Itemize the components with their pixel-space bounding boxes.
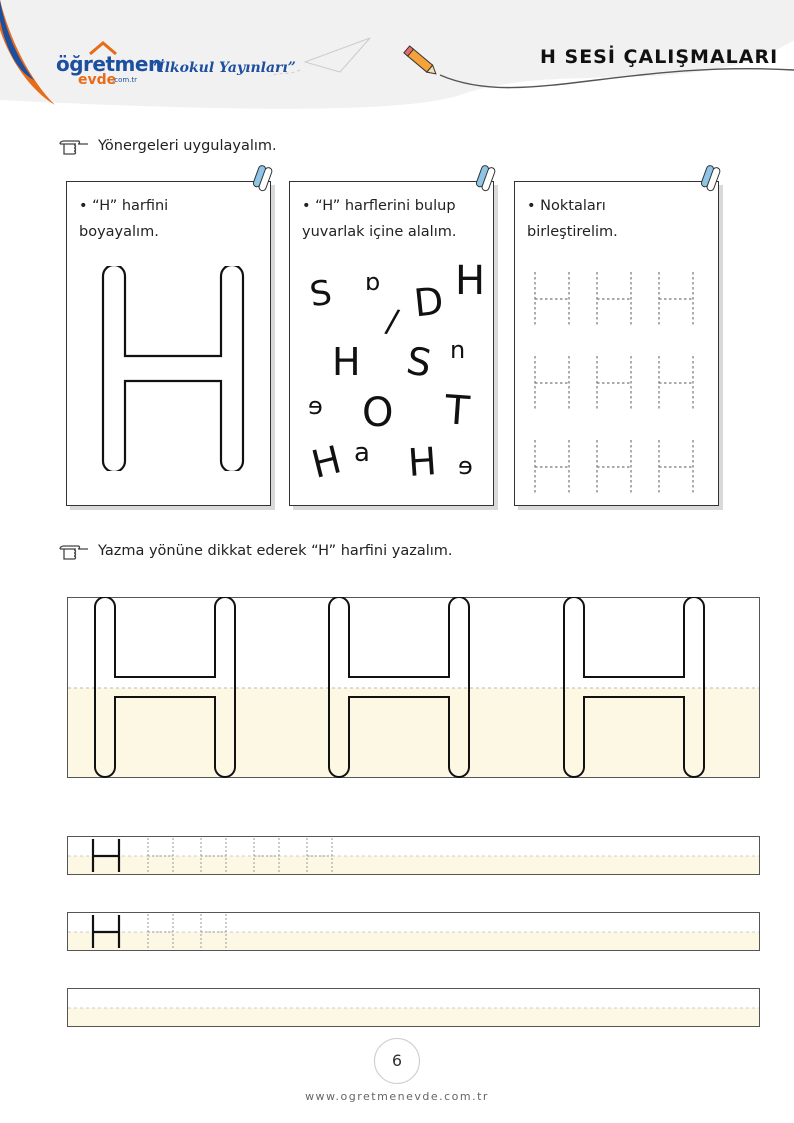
scatter-letter[interactable]: ɘ — [308, 392, 323, 420]
logo-domain-text: .com.tr — [112, 76, 138, 84]
scatter-letter[interactable]: T — [443, 387, 472, 435]
panel-2-line1: “H” harflerini bulup — [315, 198, 456, 214]
paper-clip-icon — [250, 163, 276, 195]
scatter-letter[interactable]: D — [411, 278, 446, 326]
panel-color-letter — [66, 181, 271, 506]
publisher-name: “İlkokul Yayınları” — [150, 60, 296, 76]
panel-2-text — [302, 193, 456, 245]
panel-3-line2: birleştirelim. — [527, 224, 618, 240]
bullet: • — [302, 198, 311, 214]
panel-1-line1: “H” harfini — [92, 198, 169, 214]
section1-instruction: Yönergeleri uygulayalım. — [98, 138, 277, 154]
scatter-letter[interactable]: H — [455, 258, 486, 304]
scatter-letter[interactable]: ɘ — [458, 452, 473, 480]
page-number: 6 — [374, 1038, 420, 1084]
panel-1-line2: boyayalım. — [79, 224, 159, 240]
scatter-letter[interactable]: a — [354, 438, 370, 468]
scatter-letter[interactable]: H — [332, 340, 361, 384]
bullet: • — [527, 198, 536, 214]
panel-1-text — [79, 193, 168, 245]
pointing-hand-icon — [58, 543, 90, 563]
page-title: H SESİ ÇALIŞMALARI — [540, 46, 779, 68]
paper-clip-icon — [473, 163, 499, 195]
pencil-icon — [400, 42, 442, 82]
scatter-letter[interactable]: H — [406, 439, 439, 485]
panel-2-line2: yuvarlak içine alalım. — [302, 224, 457, 240]
practice-line-2[interactable] — [67, 912, 760, 951]
outline-letter-h[interactable] — [91, 266, 256, 471]
scatter-letter[interactable]: S — [307, 272, 335, 316]
scatter-letter[interactable]: S — [403, 338, 435, 386]
scatter-letter[interactable]: ɒ — [365, 268, 381, 296]
practice-line-3[interactable] — [67, 988, 760, 1027]
practice-line-1[interactable] — [67, 836, 760, 875]
panel-3-text — [527, 193, 618, 245]
footer-url[interactable]: www.ogretmenevde.com.tr — [305, 1090, 489, 1103]
dotted-h-grid[interactable] — [529, 270, 709, 498]
paper-clip-icon — [698, 163, 724, 195]
section2-instruction: Yazma yönüne dikkat ederek “H” harfini yazalım. — [98, 543, 453, 559]
logo-main-text: öğretmen — [56, 52, 162, 76]
panel-3-line1: Noktaları — [540, 198, 606, 214]
logo-sub-text: evde — [78, 72, 117, 88]
bullet: • — [79, 198, 88, 214]
panel-find-letters — [289, 181, 494, 506]
panel-connect-dots — [514, 181, 719, 506]
scatter-letter[interactable]: O — [362, 390, 394, 436]
scatter-letter[interactable]: / — [383, 301, 402, 341]
scatter-letter[interactable]: n — [450, 336, 466, 364]
pointing-hand-icon — [58, 138, 90, 158]
scatter-letter[interactable]: H — [307, 437, 346, 487]
large-writing-area[interactable] — [67, 597, 760, 778]
